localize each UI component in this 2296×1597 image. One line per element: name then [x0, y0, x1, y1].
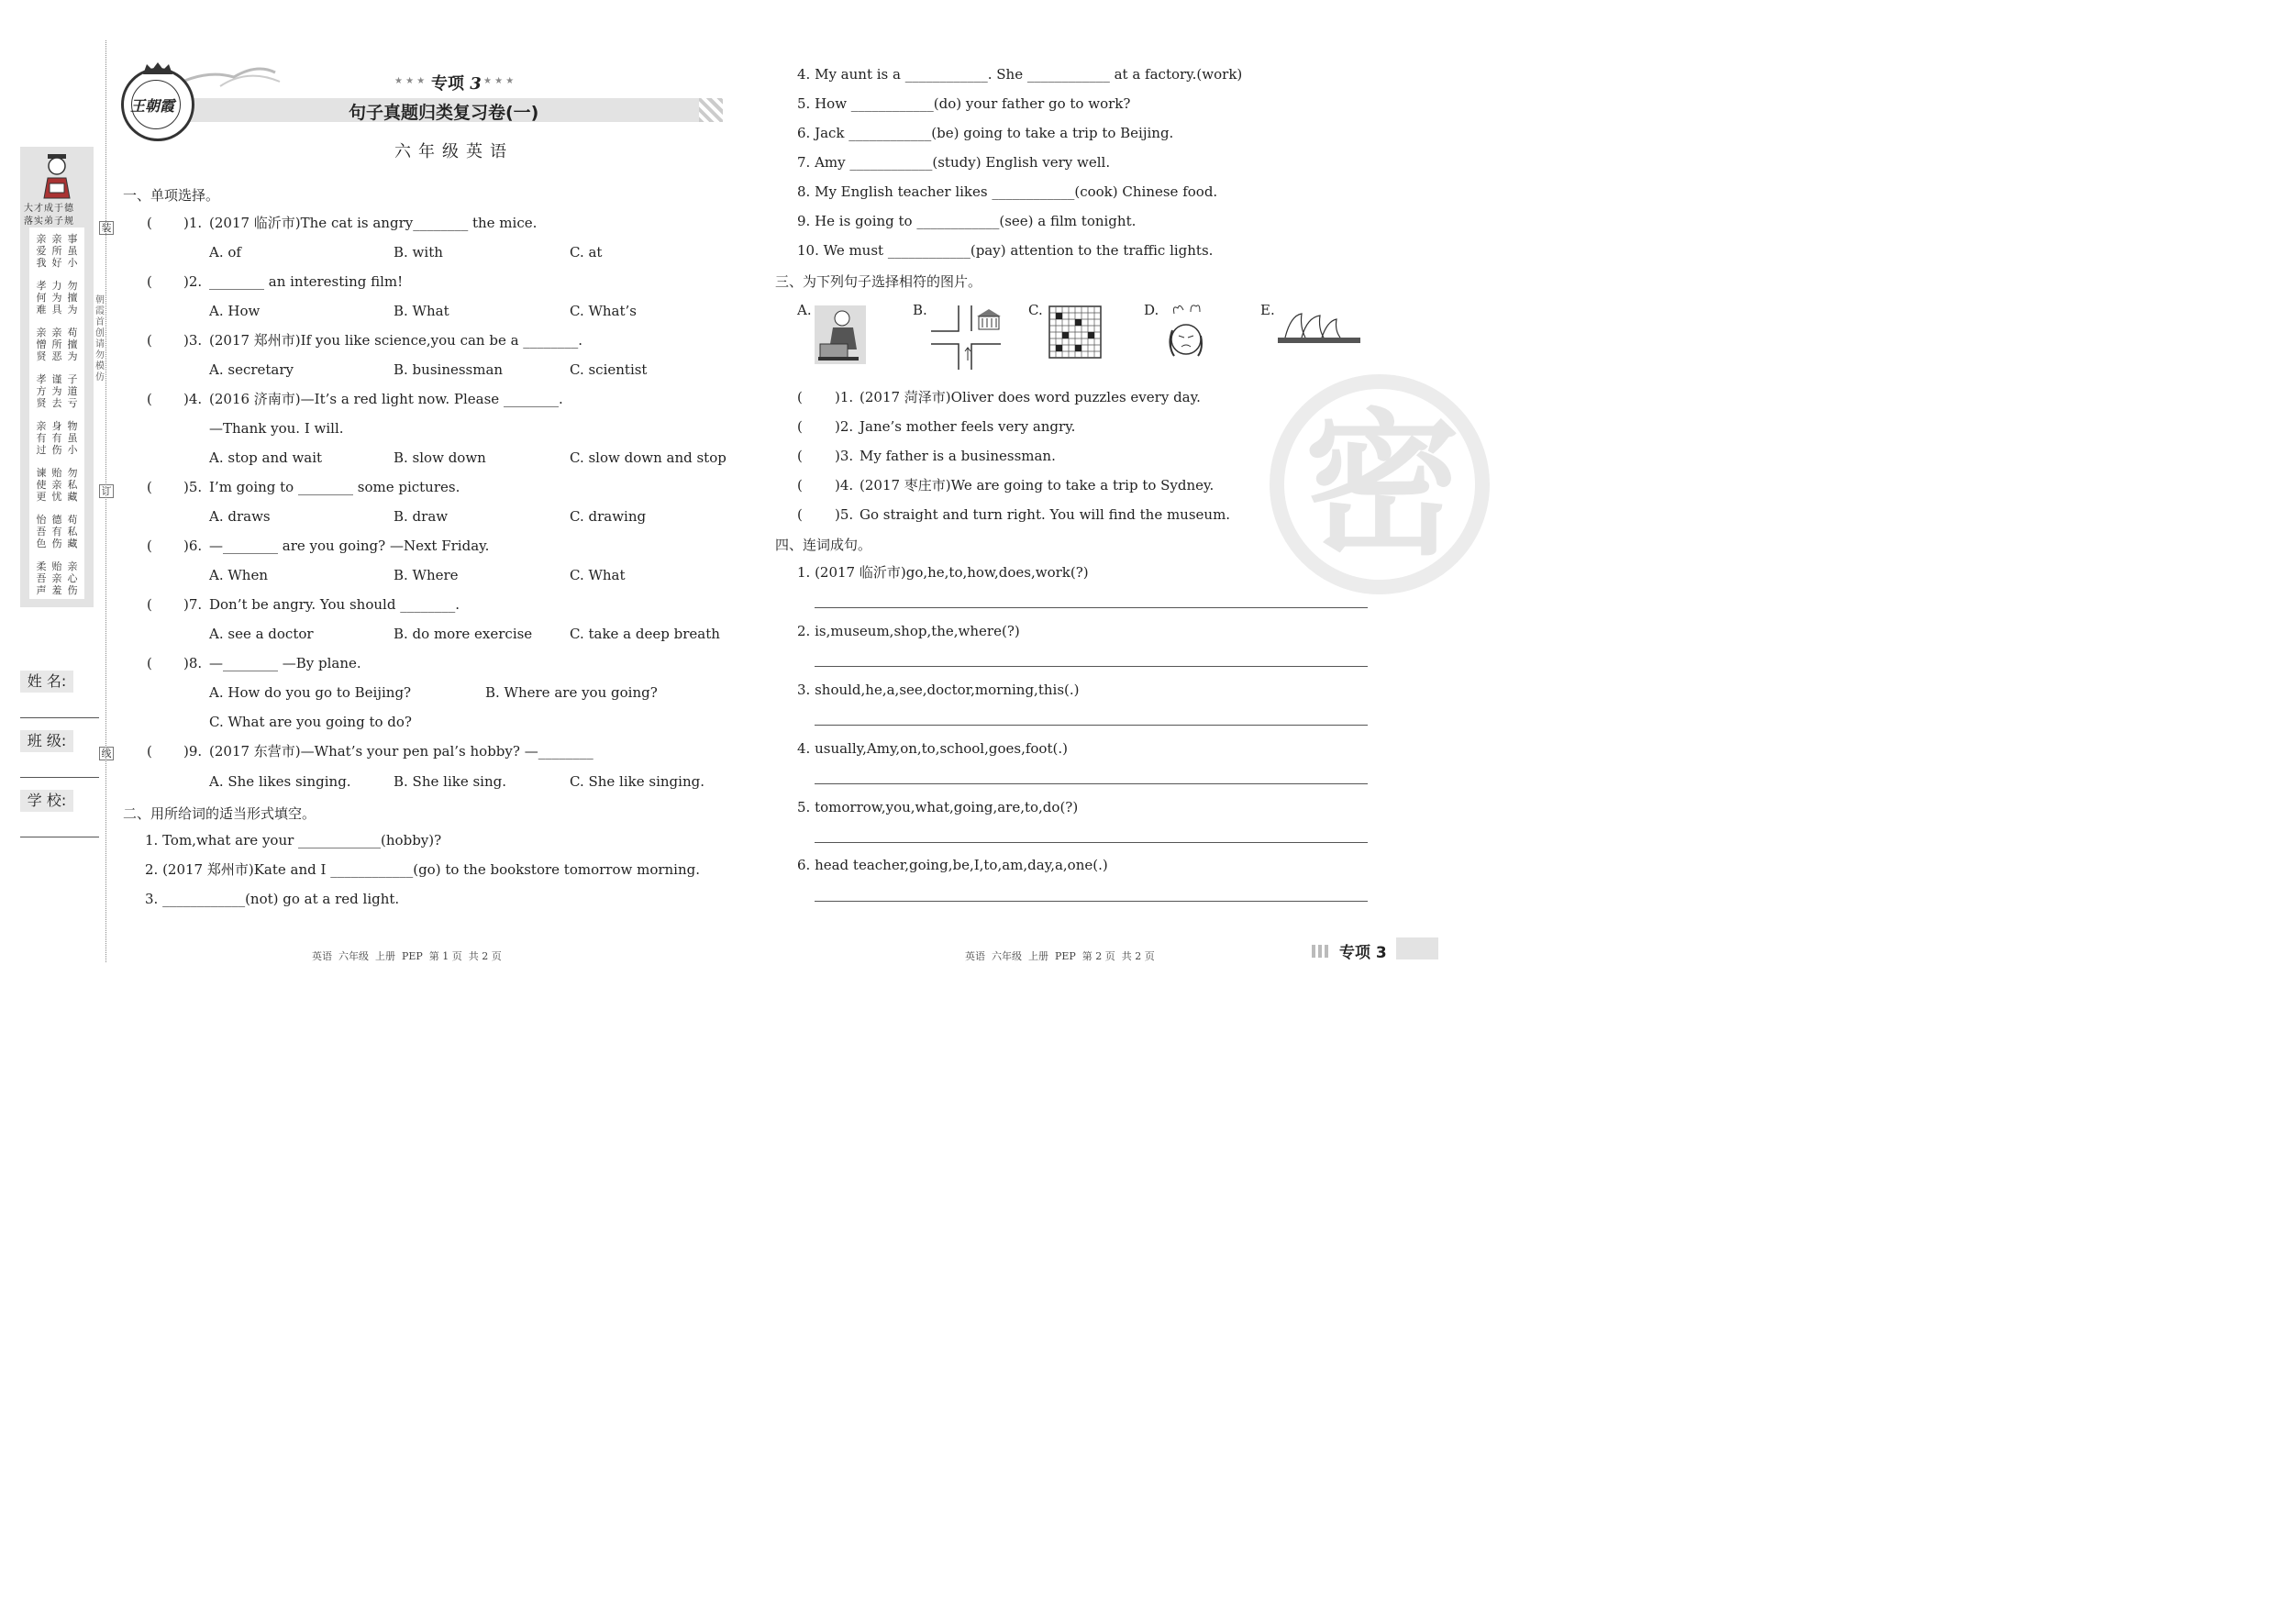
option[interactable]: B. Where: [394, 567, 459, 583]
watermark-seal: [1270, 374, 1490, 594]
crown-icon: [141, 61, 174, 76]
question-number: )7.: [183, 596, 203, 613]
answer-line[interactable]: [815, 725, 1368, 726]
option[interactable]: C. scientist: [570, 361, 648, 378]
crossword-puzzle-icon[interactable]: [1048, 305, 1102, 359]
page-footer-right: 英语 六年级 上册 PEP 第 2 页 共 2 页: [965, 950, 1155, 962]
series-label: [431, 71, 482, 94]
dizigui-col: 贻亲羞: [51, 560, 62, 596]
match-sentence: Go straight and turn right. You will find the museum.: [860, 506, 1231, 523]
binding-dotted-line: [105, 40, 106, 962]
dizigui-col: 德有伤: [51, 514, 62, 549]
binding-mark-zhuang: 装: [99, 221, 114, 235]
option[interactable]: A. How: [209, 303, 261, 319]
dizigui-col: 勿擅为: [67, 280, 78, 316]
answer-bracket[interactable]: (: [797, 418, 803, 435]
option[interactable]: A. draws: [209, 508, 271, 525]
dizigui-col: 身有伤: [51, 420, 62, 456]
section-1-heading: 一、单项选择。: [123, 187, 220, 204]
corner-series-tag: 专项 3: [1339, 944, 1387, 962]
answer-bracket[interactable]: (: [147, 538, 152, 554]
answer-line[interactable]: [815, 901, 1368, 902]
answer-bracket[interactable]: (: [147, 215, 152, 231]
page-title: 句子真题归类复习卷(一): [349, 103, 539, 123]
option[interactable]: B. She like sing.: [394, 773, 506, 790]
word-order-item: 3. should,he,a,see,doctor,morning,this(.): [797, 682, 1080, 698]
option[interactable]: C. What’s: [570, 303, 637, 319]
answer-bracket[interactable]: (: [797, 477, 803, 494]
businessman-at-laptop-icon[interactable]: [815, 305, 866, 364]
class-label: 班 级:: [20, 730, 73, 752]
option[interactable]: A. She likes singing.: [209, 773, 351, 790]
dizigui-col: 亲心伤: [67, 560, 78, 596]
picture-label: A.: [797, 302, 812, 318]
option[interactable]: C. What: [570, 567, 626, 583]
dizigui-col: 事虽小: [67, 233, 78, 269]
question-number: )3.: [183, 332, 203, 349]
answer-bracket[interactable]: (: [147, 391, 152, 407]
question-stem: (2017 郑州市)If you like science,you can be a ________.: [209, 332, 583, 349]
school-label: 学 校:: [20, 790, 73, 812]
fill-blank-item[interactable]: 9. He is going to ____________(see) a film tonight.: [797, 213, 1137, 229]
dizigui-col: 怡吾色: [36, 514, 47, 549]
picture-label: D.: [1144, 302, 1159, 318]
word-order-item: 6. head teacher,going,be,I,to,am,day,a,one(.): [797, 857, 1108, 873]
picture-label: E.: [1260, 302, 1275, 318]
question-number: )6.: [183, 538, 203, 554]
option[interactable]: B. with: [394, 244, 443, 261]
answer-line[interactable]: [815, 842, 1368, 843]
binding-mark-ding: 订: [99, 484, 114, 498]
dizigui-col: 苟擅为: [67, 327, 78, 362]
page-footer-left: 英语 六年级 上册 PEP 第 1 页 共 2 页: [312, 950, 502, 962]
dizigui-col: 柔吾声: [36, 560, 47, 596]
option[interactable]: C. She like singing.: [570, 773, 704, 790]
answer-bracket[interactable]: (: [147, 332, 152, 349]
option[interactable]: C. slow down and stop: [570, 449, 727, 466]
option[interactable]: B. draw: [394, 508, 449, 525]
match-sentence: My father is a businessman.: [860, 448, 1056, 464]
section-2-heading: 二、用所给词的适当形式填空。: [123, 805, 316, 822]
brand-logo: [121, 68, 194, 141]
option[interactable]: A. secretary: [209, 361, 294, 378]
motto-line-1: 大才成于德: [24, 204, 74, 214]
word-order-item: 1. (2017 临沂市)go,he,to,how,does,work(?): [797, 564, 1089, 581]
answer-line[interactable]: [815, 607, 1368, 608]
question-stem: I’m going to ________ some pictures.: [209, 479, 460, 495]
question-stem: Don’t be angry. You should ________.: [209, 596, 460, 613]
answer-bracket[interactable]: (: [797, 389, 803, 405]
answer-bracket[interactable]: (: [147, 743, 152, 760]
subject-title: 六年级英语: [394, 142, 514, 161]
question-number: )5.: [835, 506, 854, 523]
option[interactable]: B. Where are you going?: [485, 684, 658, 701]
dizigui-col: 孝何难: [36, 280, 47, 316]
series-stars-left: ★ ★ ★: [394, 76, 426, 86]
match-sentence: Jane’s mother feels very angry.: [860, 418, 1076, 435]
answer-bracket[interactable]: (: [147, 655, 152, 671]
question-stem: —________ are you going? —Next Friday.: [209, 538, 490, 554]
dizigui-col: 苟私藏: [67, 514, 78, 549]
series-stars-right: ★ ★ ★: [483, 76, 515, 86]
match-sentence: (2017 菏泽市)Oliver does word puzzles every day.: [860, 389, 1201, 405]
fill-blank-item[interactable]: 2. (2017 郑州市)Kate and I ____________(go) to the bookstore tomorrow morning.: [145, 861, 701, 878]
fill-blank-item[interactable]: 1. Tom,what are your ____________(hobby)?: [145, 832, 442, 848]
dizigui-col: 贻亲忧: [51, 467, 62, 503]
name-label: 姓 名:: [20, 671, 73, 693]
question-stem: (2017 东营市)—What’s your pen pal’s hobby? —________: [209, 743, 593, 760]
question-stem: ________ an interesting film!: [209, 273, 404, 290]
fill-blank-item[interactable]: 3. ____________(not) go at a red light.: [145, 891, 400, 907]
corner-band: [1396, 937, 1438, 959]
word-order-item: 5. tomorrow,you,what,going,are,to,do(?): [797, 799, 1079, 815]
fill-blank-item[interactable]: 10. We must ____________(pay) attention to the traffic lights.: [797, 242, 1214, 259]
dizigui-col: 力为具: [51, 280, 62, 316]
option[interactable]: A. stop and wait: [209, 449, 323, 466]
dizigui-col: 孝方贤: [36, 373, 47, 409]
question-number: )1.: [835, 389, 854, 405]
dizigui-col: 子道亏: [67, 373, 78, 409]
question-number: )1.: [183, 215, 203, 231]
corner-dots: [1312, 945, 1330, 958]
option[interactable]: C. What are you going to do?: [209, 714, 412, 730]
road-crossing-museum-icon[interactable]: [931, 305, 1001, 370]
question-stem: (2017 临沂市)The cat is angry________ the mice.: [209, 215, 538, 231]
class-field[interactable]: [20, 777, 99, 778]
series-text: 专项: [431, 74, 464, 94]
option[interactable]: B. businessman: [394, 361, 504, 378]
question-number: )5.: [183, 479, 203, 495]
option[interactable]: B. What: [394, 303, 449, 319]
name-field[interactable]: [20, 717, 99, 718]
motto-sidebar: [20, 147, 94, 607]
fill-blank-item[interactable]: 7. Amy ____________(study) English very well.: [797, 154, 1111, 171]
dizigui-col: 亲所好: [51, 233, 62, 269]
dizigui-col: 亲有过: [36, 420, 47, 456]
dizigui-col: 亲憎贤: [36, 327, 47, 362]
dizigui-col: 物虽小: [67, 420, 78, 456]
section-4-heading: 四、连词成句。: [775, 537, 872, 553]
question-number: )2.: [183, 273, 203, 290]
dizigui-col: 谨为去: [51, 373, 62, 409]
section-3-heading: 三、为下列句子选择相符的图片。: [775, 273, 982, 290]
option[interactable]: C. at: [570, 244, 603, 261]
answer-line[interactable]: [815, 666, 1368, 667]
question-number: )4.: [183, 391, 203, 407]
question-number: )8.: [183, 655, 203, 671]
picture-label: C.: [1028, 302, 1043, 318]
fill-blank-item[interactable]: 8. My English teacher likes ____________(cook) Chinese food.: [797, 183, 1218, 200]
answer-bracket[interactable]: (: [147, 479, 152, 495]
dizigui-col: 亲爱我: [36, 233, 47, 269]
option[interactable]: A. of: [209, 244, 241, 261]
fill-blank-item[interactable]: 4. My aunt is a ____________. She ____________ at a factory.(work): [797, 66, 1243, 83]
option[interactable]: B. slow down: [394, 449, 486, 466]
answer-bracket[interactable]: (: [797, 448, 803, 464]
question-stem: —________ —By plane.: [209, 655, 361, 671]
scholar-figure-icon: [39, 152, 75, 200]
sydney-opera-house-icon[interactable]: [1278, 312, 1360, 345]
watermark-text: 密: [1304, 395, 1461, 577]
answer-bracket[interactable]: (: [147, 273, 152, 290]
motto-line-2: 落实弟子规: [24, 216, 74, 227]
option[interactable]: C. drawing: [570, 508, 647, 525]
answer-line[interactable]: [815, 783, 1368, 784]
word-order-item: 2. is,museum,shop,the,where(?): [797, 623, 1020, 639]
word-order-item: 4. usually,Amy,on,to,school,goes,foot(.): [797, 740, 1068, 757]
question-stem: (2016 济南市)—It’s a red light now. Please ________.: [209, 391, 563, 407]
question-number: )3.: [835, 448, 854, 464]
question-number: )4.: [835, 477, 854, 494]
question-number: )9.: [183, 743, 203, 760]
option[interactable]: B. do more exercise: [394, 626, 533, 642]
answer-bracket[interactable]: (: [147, 596, 152, 613]
dizigui-text-panel: [29, 227, 84, 599]
binding-mark-xian: 线: [99, 747, 114, 760]
match-sentence: (2017 枣庄市)We are going to take a trip to Sydney.: [860, 477, 1215, 494]
option[interactable]: C. take a deep breath: [570, 626, 720, 642]
option[interactable]: A. When: [209, 567, 268, 583]
fill-blank-item[interactable]: 5. How ____________(do) your father go to work?: [797, 95, 1131, 112]
banner-checker: [699, 98, 723, 122]
dizigui-col: 谏使更: [36, 467, 47, 503]
copyright-note: 朝霞首创 请勿模仿: [95, 295, 105, 383]
brand-name: 王朝霞: [130, 97, 175, 115]
answer-bracket[interactable]: (: [797, 506, 803, 523]
fill-blank-item[interactable]: 6. Jack ____________(be) going to take a trip to Beijing.: [797, 125, 1174, 141]
picture-label: B.: [913, 302, 927, 318]
question-stem-line2: —Thank you. I will.: [209, 420, 344, 437]
option[interactable]: A. How do you go to Beijing?: [209, 684, 412, 701]
series-number: 3: [470, 74, 482, 94]
question-number: )2.: [835, 418, 854, 435]
angry-woman-icon[interactable]: [1163, 303, 1209, 363]
option[interactable]: A. see a doctor: [209, 626, 314, 642]
dizigui-col: 勿私藏: [67, 467, 78, 503]
dizigui-col: 亲所恶: [51, 327, 62, 362]
